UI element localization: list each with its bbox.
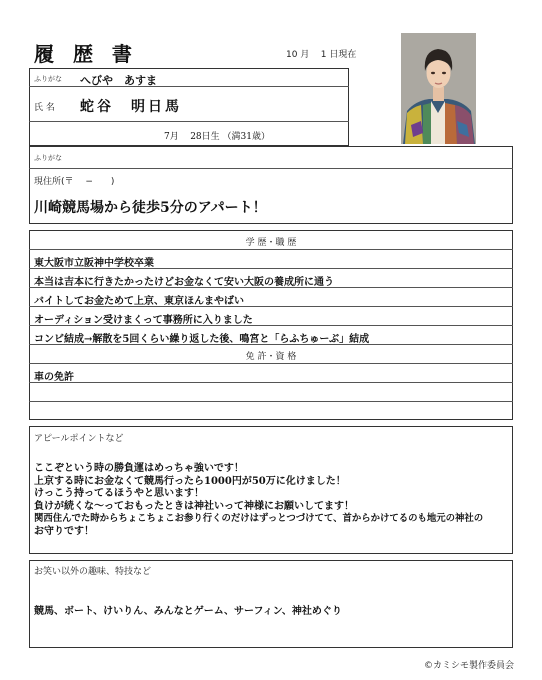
divider (29, 401, 513, 402)
page-title: 履 歴 書 (34, 42, 138, 66)
date-current (286, 47, 356, 60)
divider (29, 249, 513, 250)
appeal-line: けっこう持ってるほうやと思います！ (34, 488, 204, 499)
appeal-text (34, 463, 483, 538)
date-day: 1 (320, 50, 327, 60)
portrait-icon (401, 33, 476, 144)
history-row: オーディション受けまくって事務所に入りました (34, 315, 253, 326)
appeal-line: 上京する時にお金なくて競馬行ったら1000円が50万に化けました！ (34, 475, 346, 487)
furigana-value: へびや あすま (80, 74, 157, 87)
licenses-heading: 免 許・資 格 (245, 352, 297, 362)
history-row: バイトしてお金ためて上京、東京ほんまやばい (34, 296, 244, 307)
appeal-line: ここぞという時の勝負運はめっちゃ強いです！ (34, 463, 244, 474)
divider (29, 382, 513, 383)
appeal-line: 関西住んでた時からちょこちょこお参り行くのだけはずっとつづけてて、首からかけてるのも地元の神社の (34, 513, 484, 524)
history-heading: 学 歴・職 歴 (245, 238, 297, 248)
birth-date (164, 129, 270, 142)
license-row: 車の免許 (34, 372, 74, 383)
history-row: 本当は吉本に行きたかったけどお金なくて安い大阪の養成所に通う (34, 277, 334, 288)
name-value: 蛇谷 明日馬 (80, 99, 182, 115)
hobbies-value: 競馬、ボート、けいりん、みんなとゲーム、サーフィン、神社めぐり (34, 606, 342, 617)
birth-day: 28日生 (190, 132, 220, 142)
history-row: コンビ結成→解散を5回くらい繰り返した後、鳴宮と「らふちゅーぶ」結成 (34, 334, 370, 345)
copyright: ©カミシモ製作委員会 (424, 661, 515, 671)
portrait-photo (401, 33, 476, 144)
address-label: 現住所(〒 − ) (34, 177, 115, 187)
date-day-unit: 日現在 (329, 50, 357, 60)
address-furigana-label: ふりがな (34, 154, 62, 162)
divider (29, 121, 349, 122)
birth-month: 7月 (164, 132, 179, 142)
date-month-unit: 月 (300, 50, 310, 60)
address-value: 川崎競馬場から徒歩5分のアパート！ (34, 200, 267, 216)
divider (29, 86, 349, 87)
appeal-line: お守りです！ (34, 525, 94, 537)
name-label: 氏 名 (34, 103, 55, 113)
history-row: 東大阪市立阪神中学校卒業 (34, 258, 154, 269)
divider (29, 168, 513, 169)
appeal-line: 負けが続くな〜っておもったときは神社いって神様にお願いしてます！ (34, 500, 354, 512)
appeal-label: アピールポイントなど (34, 434, 124, 444)
date-month: 10 (286, 50, 298, 60)
furigana-label: ふりがな (34, 75, 62, 83)
divider (29, 363, 513, 364)
age: （満31歳） (222, 132, 270, 142)
hobbies-label: お笑い以外の趣味、特技など (34, 567, 152, 577)
